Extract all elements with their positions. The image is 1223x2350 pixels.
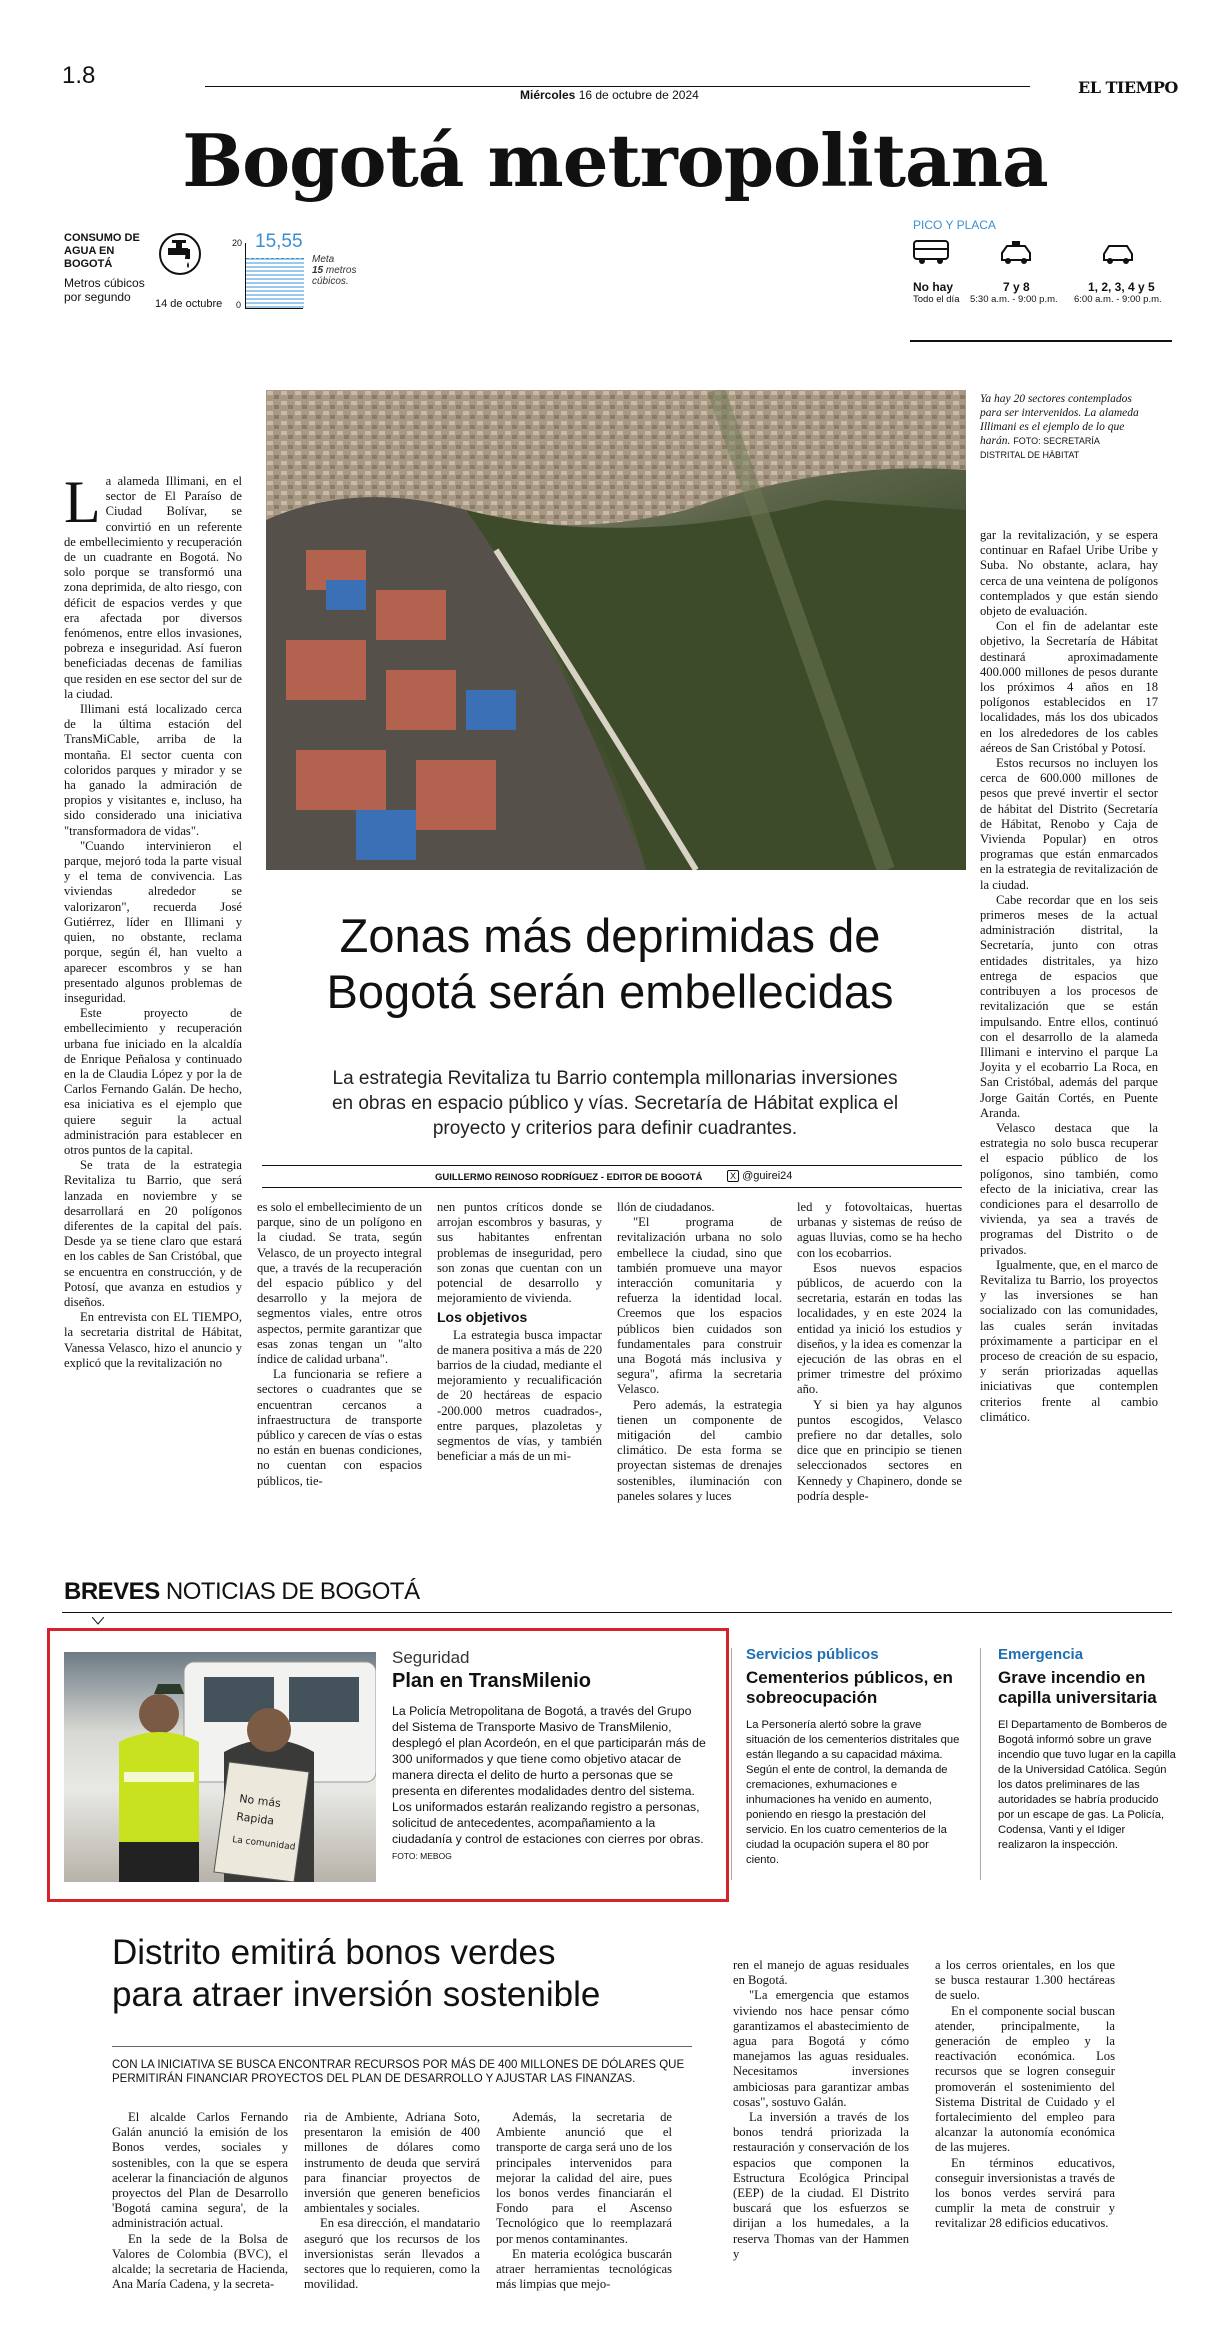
col3-para-2: La estrategia busca impactar de manera positiva a más de 220 barrios de la ciudad, mediante el mejoramiento y recualificación de 20 hectáreas de espacio -200.000 metros cuadrados-, entre parques, plazoletas y segmentos de vías, y también beneficiar a más de un mi-	[437, 1327, 602, 1464]
page-number: 1.8	[62, 62, 96, 89]
col4-para-2: "El programa de revitalización urbana no solo embellece la ciudad, sino que también promueve una mayor interacción comunitaria y refuerza la identidad local. Creemos que los espacios públicos bien cuidados son fundamentales para construir una Bogotá más inclusiva y segura", afirma la secretaria Velasco.	[617, 1215, 782, 1397]
photo-caption	[980, 392, 1140, 462]
water-level-fill	[246, 257, 304, 308]
water-meta-line	[246, 258, 304, 259]
police-illustration	[64, 1652, 376, 1882]
col3-para-1: nen puntos críticos donde se arrojan escombros y basuras, y sus habitantes enfrentan problemas de inseguridad, pero son zonas que cuentan con un potencial de desarrollo y mejoramiento de vivienda.	[437, 1200, 602, 1306]
header-rule	[205, 86, 1030, 87]
breve-divider-1	[731, 1648, 732, 1880]
pico-item-label-2: 7 y 8	[1003, 280, 1030, 294]
breves-label-bold: BREVES	[64, 1578, 160, 1605]
water-value: 15,55	[255, 231, 303, 252]
header-right-rule	[910, 340, 1172, 342]
water-meta	[312, 254, 382, 287]
taxi-icon	[998, 240, 1034, 266]
breve-1-body	[392, 1703, 708, 1864]
body-col-3	[437, 1200, 602, 1550]
main-headline-line2: Bogotá serán embellecidas	[326, 965, 894, 1018]
breve-2-kicker: Servicios públicos	[746, 1646, 879, 1663]
breve-divider-2	[980, 1648, 981, 1880]
faucet-icon	[158, 232, 202, 276]
col1-para-3: "Cuando intervinieron el parque, mejoró toda la parte visual y el tema de convivencia. Las viviendas alrededor se valorizaron", recuerda José Gutiérrez, líder en Illimani y quien, no obstante, reclama porque, según él, han vuelto a aparecer escombros y se han presentado algunos problemas de inseguridad.	[64, 838, 242, 1005]
date-day: Miércoles	[520, 88, 576, 102]
water-axis-bottom: 0	[236, 300, 242, 310]
second-headline-line1: Distrito emitirá bonos verdes	[112, 1933, 556, 1972]
col3-subhead: Los objetivos	[437, 1309, 528, 1326]
dropcap: L	[64, 474, 101, 535]
breves-label-rest: NOTICIAS DE BOGOTÁ	[165, 1578, 420, 1605]
issue-date	[520, 88, 699, 102]
body-col-4	[617, 1200, 782, 1550]
byline-handle	[727, 1170, 792, 1182]
second-col5-para-3: En términos educativos, conseguir inversionistas a través de los bonos verdes servirá para cumplir la meta de construir y revitalizar 28 edificios educativos.	[935, 2155, 1115, 2231]
col2-para-1: es solo el embellecimiento de un parque, sino de un polígono en la ciudad. Se trata, según Velasco, de un proyecto integral que, a través de la recuperación del espacio público y del desarrollo y la mejora de segmentos viales, entre otros aspectos, permite garantizar que esas zonas tengan un "alto índice de calidad urbana".	[257, 1200, 422, 1367]
col5-para-1: led y fotovoltaicas, huertas urbanas y sistemas de reúso de aguas lluvias, como se ha hecho con los ecobarrios.	[797, 1200, 962, 1260]
col6-para-5: Velasco destaca que la estrategia no solo busca recuperar el espacio público de los polígonos, sino también, como efecto de la iniciativa, crear las condiciones para el desarrollo de vivienda, ya sea a través de programas del Distrito o de privados.	[980, 1120, 1158, 1257]
second-col4-para-1: ren el manejo de aguas residuales en Bogotá.	[733, 1958, 909, 1988]
photo-caption-text: Ya hay 20 sectores contemplados para ser intervenidos. La alameda Illimani es el ejemplo de lo que harán.	[980, 393, 1139, 447]
second-col1-para-2: En la sede de la Bolsa de Valores de Colombia (BVC), el alcalde; la secretaria de Hacienda, Ana María Cadena, y la secreta-	[112, 2231, 288, 2292]
second-col5-para-1: a los cerros orientales, en los que se busca restaurar 1.300 hectáreas de suelo.	[935, 1958, 1115, 2003]
second-col2-para-2: En esa dirección, el mandatario aseguró que los recursos de los inversionistas serán llevados a sectores que lo requieren, como la movilidad.	[304, 2216, 480, 2292]
breve-2-body: La Personería alertó sobre la grave situación de los cementerios distritales que están llegando a su capacidad máxima. Según el ente de control, la demanda de cremaciones, exhumaciones e inhumaciones ha venido en aumento, poniendo en riesgo la prestación del servicio. En los cuatro cementerios de la ciudad la ocupación supera el 80 por ciento.	[746, 1719, 960, 1866]
body-col-5	[797, 1200, 962, 1550]
breve-3-title: Grave incendio en capilla universitaria	[998, 1668, 1157, 1707]
pico-item-sub-2: 5:30 a.m. - 9:00 p.m.	[970, 294, 1058, 305]
second-col4-para-3: La inversión a través de los bonos tendrá priorizada la restauración y conservación de los espacios que componen la Estructura Ecológica Principal (EEP) de la ciudad. El Distrito buscará que los esfuerzos se dirijan a los humedales, a la reserva Thomas van der Hammen y	[733, 2110, 909, 2261]
photo-credit: FOTO: SECRETARÍA DISTRITAL DE HÁBITAT	[980, 436, 1100, 460]
body-col-1	[64, 474, 242, 1549]
col1-para-2: Illimani está localizado cerca de la última estación del TransMiCable, arriba de la montaña. El sector cuenta con coloridos parques y mirador y se ha ganado la admiración de propios y visitantes e, incluso, ha sido considerado una iniciativa "transformadora de vidas".	[64, 702, 242, 838]
col2-para-2: La funcionaria se refiere a sectores o cuadrantes que se encuentran cercanos a infraestructura de transporte público y carecen de vías o estas no están en buenas condiciones, no cuentan con espacios públicos, tie-	[257, 1367, 422, 1488]
second-headline	[112, 1932, 732, 2016]
second-headline-line2: para atraer inversión sostenible	[112, 1975, 601, 2014]
byline-rule-bottom	[262, 1187, 962, 1188]
breve-3-kicker: Emergencia	[998, 1646, 1084, 1663]
byline: GUILLERMO REINOSO RODRÍGUEZ - EDITOR DE BOGOTÁ	[435, 1172, 703, 1183]
second-col5-para-2: En el componente social buscan atender, principalmente, la generación de empleo y la reactivación económica. Los recursos que se logren conseguir promoverán el sostenimiento del Sistema Distrital de Cuidado y el fortalecimiento del empleo para alcanzar la autonomía económica de las mujeres.	[935, 2003, 1115, 2155]
second-deck: CON LA INICIATIVA SE BUSCA ENCONTRAR RECURSOS POR MÁS DE 400 MILLONES DE DÓLARES QUE PERMITIRÁN FINANCIAR PROYECTOS DEL PLAN DE DESARROLLO Y AJUSTAR LAS FINANZAS.	[112, 2059, 685, 2085]
second-col3-para-1: Además, la secretaria de Ambiente anunció que el transporte de carga será uno de los principales intervenidos para mejorar la calidad del aire, pues los bonos verdes financiarán el Fondo para el Ascenso Tecnológico que lo reemplazará por menos contaminantes.	[496, 2110, 672, 2246]
water-label: CONSUMO DE AGUA EN BOGOTÁ	[64, 232, 140, 270]
handle-text: @guirei24	[742, 1170, 793, 1182]
svg-text:Rapida: Rapida	[235, 1810, 275, 1828]
col6-para-4: Cabe recordar que en los seis primeros meses de la actual administración distrital, la Secretaría, junto con otras entidades distritales, ya hizo entrega de espacios que contribuyen a los procesos de revitalización que se están impulsando. Entre ellos, continuó con el desarrollo de la alameda Illimani e intervino el parque La Joyita y el ecobarrio La Roca, en San Cristóbal, además del parque Jorge Gaitán Cortés, en Puente Aranda.	[980, 892, 1158, 1120]
col6-para-2: Con el fin de adelantar este objetivo, la Secretaría de Hábitat destinará aproximadamente 400.000 millones de pesos durante los próximos 4 años en 18 polígonos establecidos en 17 localidades, más los dos ubicados en los alrededores de los cables aéreos de San Cristóbal y Potosí.	[980, 619, 1158, 755]
col4-para-3: Pero además, la estrategia tienen un componente de mitigación del cambio climático. De esta forma se proyectan sistemas de drenajes sostenibles, iluminación con paneles solares y luces	[617, 1397, 782, 1503]
breve-1-text: La Policía Metropolitana de Bogotá, a través del Grupo del Sistema de Transporte Masivo de TransMilenio, desplegó el plan Acordeón, en el que participarán más de 300 uniformados y que tiene como objetivo atacar de manera directa el delito de hurto a personas que se presenta en diferentes modalidades dentro del sistema. Los uniformados estarán realizando registro a personas, solicitud de antecedentes, acompañamiento a la ciudadanía y control de estaciones con cierres por obras.	[392, 1704, 706, 1846]
col5-para-3: Y si bien ya hay algunos puntos escogidos, Velasco prefiere no dar detalles, solo dice que en principio se tienen seleccionados sectores en Kennedy y Chapinero, donde se podría desple-	[797, 1397, 962, 1503]
col5-para-2: Esos nuevos espacios públicos, de acuerdo con la secretaria, estarán en todas las localidades, y en este 2024 la entidad ya inició los estudios y diseños, y la idea es comenzar la ejecución de las obras en el primer trimestre del próximo año.	[797, 1260, 962, 1397]
breve-3-body: El Departamento de Bomberos de Bogotá informó sobre un grave incendio que tuvo lugar en la capilla de la Universidad Católica. Según los datos preliminares de las autoridades se habría producido por un escape de gas. La Policía, Codensa, Vanti y el Idiger realizaron la inspección.	[998, 1719, 1176, 1851]
col1-para-4: Este proyecto de embellecimiento y recuperación urbana fue iniciado en la alcaldía de Enrique Peñalosa y continuado en la de Claudia López y por la de Carlos Fernando Galán. De hecho, esa iniciativa es el ejemplo que quiere seguir la actual administración para establecer en otros puntos de la capital.	[64, 1006, 242, 1157]
pico-item-sub-3: 6:00 a.m. - 9:00 p.m.	[1074, 294, 1162, 305]
water-units: Metros cúbicos por segundo	[64, 276, 145, 304]
second-col3-para-2: En materia ecológica buscarán atraer herramientas tecnológicas más limpias que mejo-	[496, 2246, 672, 2292]
breves-header	[64, 1578, 420, 1606]
date-rest: 16 de octubre de 2024	[578, 88, 699, 102]
brand-logo: EL TIEMPO	[1078, 78, 1178, 97]
pico-item-label-1: No hay	[913, 280, 954, 294]
x-icon: X	[727, 1170, 739, 1182]
breve-1-kicker: Seguridad	[392, 1648, 470, 1667]
second-col4-para-2: "La emergencia que estamos viviendo nos hace pensar cómo garantizamos el abastecimiento de agua para Bogotá y cómo manejamos las aguas residuales. Necesitamos inversiones ambiciosas para garantizar ambas cosas", sostuvo Galán.	[733, 1988, 909, 2109]
byline-rule-top	[262, 1165, 962, 1166]
water-date: 14 de octubre	[155, 298, 223, 310]
hillside-illustration	[266, 390, 966, 870]
main-deck: La estrategia Revitaliza tu Barrio contempla millonarias inversiones en obras en espacio público y vías. Secretaría de Hábitat explica el proyecto y criterios para definir cuadrantes.	[331, 1068, 899, 1139]
body-col-6	[980, 528, 1158, 1550]
second-col-4	[733, 1958, 909, 2340]
col1-para-1: a alameda Illimani, en el sector de El Paraíso de Ciudad Bolívar, se convirtió en un referente de embellecimiento y recuperación de un cuadrante en Bogotá. No solo porque se transformó una zona deprimida, de alto riesgo, con déficit de espacios verdes y que era afectada por diversos fenómenos, entre ellos invasiones, pobreza e inseguridad. Así fueron beneficiadas decenas de familias que residen en ese sector del sur de la ciudad.	[64, 474, 242, 701]
second-col-2	[304, 2110, 480, 2340]
svg-text:No más: No más	[238, 1792, 282, 1811]
second-col2-para-1: ria de Ambiente, Adriana Soto, presentaron la emisión de 400 millones de dólares como instrumento de deuda que servirá para financiar proyectos de inversión que generen beneficios ambientales y sociales.	[304, 2110, 480, 2216]
car-icon	[1100, 240, 1136, 266]
water-meta-value: 15	[312, 265, 324, 276]
breve-1-title: Plan en TransMilenio	[392, 1670, 591, 1692]
col4-para-1: llón de ciudadanos.	[617, 1200, 715, 1214]
col6-para-1: gar la revitalización, y se espera continuar en Rafael Uribe Uribe y Suba. No obstante, aclara, hay cerca de una veintena de polígonos contemplados y que están siendo objeto de evaluación.	[980, 528, 1158, 619]
pico-item-sub-1: Todo el día	[913, 294, 960, 305]
main-photo	[266, 390, 966, 870]
water-meta-units: metros cúbicos.	[312, 265, 357, 287]
main-headline	[230, 908, 990, 1020]
second-col-5	[935, 1958, 1115, 2340]
col6-para-3: Estos recursos no incluyen los cerca de 600.000 millones de pesos que prevé invertir el sector de hábitat del Distrito (Secretaría de Hábitat, Renobo y Caja de Vivienda Popular) en otros programas que están enmarcados en la estrategia de revitalización de la ciudad.	[980, 756, 1158, 892]
breve-2-title: Cementerios públicos, en sobreocupación	[746, 1668, 953, 1707]
col1-para-6: En entrevista con EL TIEMPO, la secretaria distrital de Hábitat, Vanessa Velasco, hizo el anuncio y explicó que la revitalización no	[64, 1310, 242, 1370]
water-axis-top: 20	[232, 238, 243, 248]
second-col1-para-1: El alcalde Carlos Fernando Galán anunció la emisión de los Bonos verdes, sociales y sostenibles, con la que se espera acelerar la financiación de algunos proyectos del Plan de Desarrollo 'Bogotá camina segura', de la administración actual.	[112, 2110, 288, 2231]
svg-text:La comunidad: La comunidad	[231, 1835, 296, 1853]
pico-placa-title: PICO Y PLACA	[913, 218, 996, 232]
water-meta-label: Meta	[312, 254, 335, 265]
second-col-3	[496, 2110, 672, 2340]
body-col-2	[257, 1200, 422, 1550]
bus-icon	[912, 238, 950, 266]
breves-rule	[62, 1612, 1172, 1613]
breves-pointer	[92, 1612, 104, 1620]
col1-para-5: Se trata de la estrategia Revitaliza tu Barrio, que será lanzada en noviembre y se desarrollará en 20 polígonos diferentes de la capital del país. Desde ya se tiene claro que estará en los cables de San Cristóbal, que se encuentra en construcción, y de Potosí, que avanza en estudios y diseños.	[64, 1158, 242, 1309]
second-deck-rule	[112, 2046, 692, 2047]
section-title: Bogotá metropolitana	[182, 118, 1048, 203]
main-headline-line1: Zonas más deprimidas de	[339, 909, 881, 962]
breve-photo	[64, 1652, 376, 1882]
col6-para-6: Igualmente, que, en el marco de Revitaliza tu Barrio, los proyectos y las inversiones se han socializado con las comunidades, las cuales serán invitadas próximamente a participar en el proceso de creación de su espacio, y serán priorizadas aquellas iniciativas que contemplen criterios frente al cambio climático.	[980, 1257, 1158, 1424]
second-col-1	[112, 2110, 288, 2340]
pico-item-label-3: 1, 2, 3, 4 y 5	[1088, 280, 1155, 294]
breve-1-credit: FOTO: MEBOG	[392, 1851, 452, 1861]
